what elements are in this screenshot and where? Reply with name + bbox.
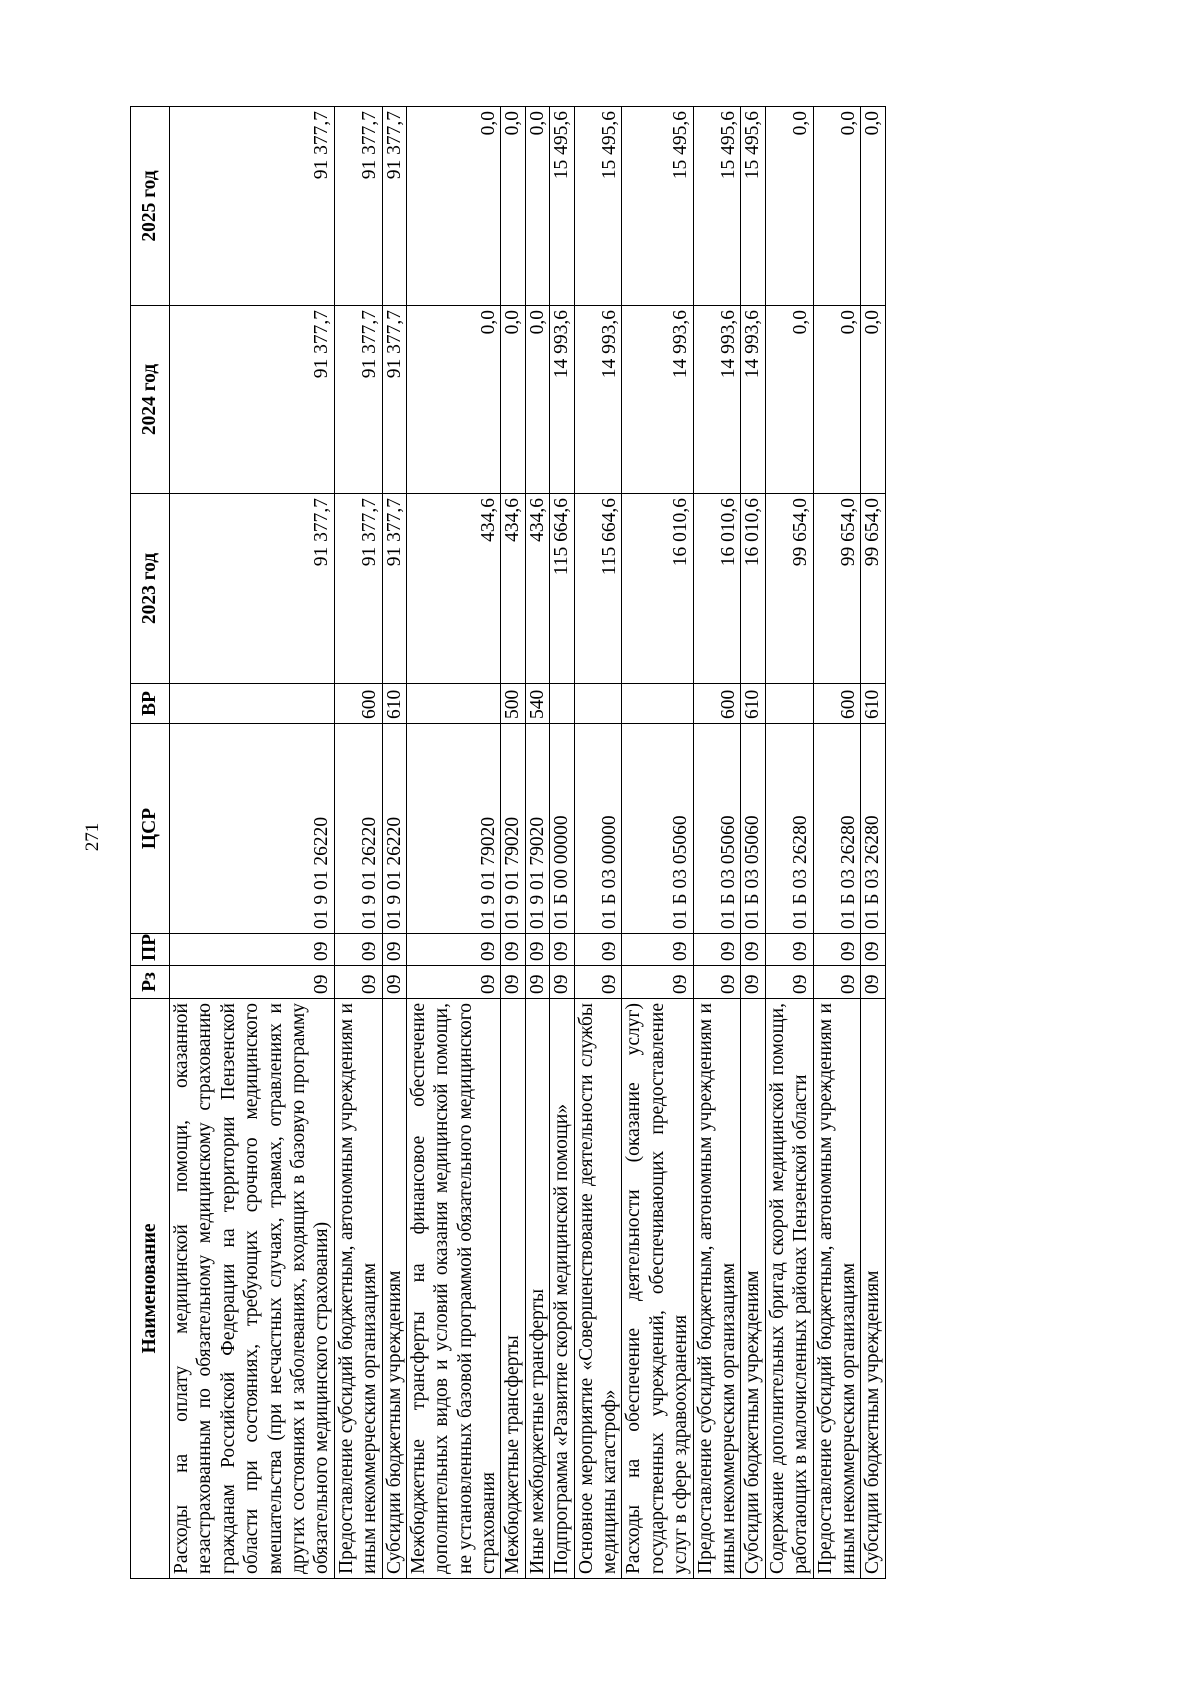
cell-csr: 01 9 01 79020 [406, 724, 501, 934]
cell-name: Иные межбюджетные трансферты [525, 999, 549, 1579]
cell-csr: 01 Б 03 26280 [861, 724, 885, 934]
cell-2023: 99 654,0 [861, 494, 885, 684]
cell-name: Расходы на оплату медицинской помощи, оказанной незастрахованным по обязательному медицинскому страхованию гражданам Российской Федерации на территории Пензенской области при состояниях, требующих срочного медицинского вмешательства (при несчастных случаях, травмах, отравлениях и других состояниях и заболеваниях, входящих в базовую программу обязательного медицинского страхования) [170, 999, 335, 1579]
budget-table [130, 106, 886, 1579]
header-rz: Рз [131, 966, 170, 999]
cell-csr: 01 9 01 26220 [382, 724, 406, 934]
cell-rz: 09 [622, 966, 693, 999]
cell-2024: 91 377,7 [170, 306, 335, 494]
cell-2023: 16 010,6 [693, 494, 741, 684]
table-row [765, 107, 813, 1579]
table-row [741, 107, 765, 1579]
cell-name: Основное мероприятие «Совершенствование деятельности службы медицины катастроф» [574, 999, 622, 1579]
cell-2024: 0,0 [765, 306, 813, 494]
cell-2023: 434,6 [525, 494, 549, 684]
cell-pr: 09 [741, 934, 765, 966]
cell-rz: 09 [382, 966, 406, 999]
cell-2024: 0,0 [525, 306, 549, 494]
cell-2023: 91 377,7 [170, 494, 335, 684]
cell-2024: 14 993,6 [622, 306, 693, 494]
rotated-table-wrapper [130, 107, 1095, 1579]
cell-2024: 0,0 [501, 306, 525, 494]
cell-2023: 434,6 [406, 494, 501, 684]
header-2023: 2023 год [131, 494, 170, 684]
cell-2024: 0,0 [861, 306, 885, 494]
cell-csr: 01 Б 03 05060 [622, 724, 693, 934]
cell-2023: 115 664,6 [550, 494, 574, 684]
cell-rz: 09 [525, 966, 549, 999]
cell-csr: 01 9 01 79020 [525, 724, 549, 934]
cell-csr: 01 Б 03 26280 [765, 724, 813, 934]
cell-2025: 0,0 [813, 107, 861, 306]
table-row [406, 107, 501, 1579]
cell-rz: 09 [334, 966, 382, 999]
cell-vr [170, 684, 335, 724]
table-row [334, 107, 382, 1579]
header-2024: 2024 год [131, 306, 170, 494]
header-2025: 2025 год [131, 107, 170, 306]
cell-pr: 09 [406, 934, 501, 966]
cell-name: Содержание дополнительных бригад скорой медицинской помощи, работающих в малочисленных районах Пензенской области [765, 999, 813, 1579]
cell-2025: 0,0 [861, 107, 885, 306]
cell-vr: 610 [741, 684, 765, 724]
cell-pr: 09 [861, 934, 885, 966]
cell-2025: 0,0 [501, 107, 525, 306]
cell-csr: 01 9 01 26220 [170, 724, 335, 934]
cell-rz: 09 [574, 966, 622, 999]
cell-2025: 91 377,7 [334, 107, 382, 306]
cell-vr: 600 [813, 684, 861, 724]
table-row [525, 107, 549, 1579]
cell-name: Предоставление субсидий бюджетным, автономным учреждениям и иным некоммерческим организациям [334, 999, 382, 1579]
cell-2025: 0,0 [765, 107, 813, 306]
cell-rz: 09 [741, 966, 765, 999]
cell-2024: 91 377,7 [334, 306, 382, 494]
cell-pr: 09 [574, 934, 622, 966]
cell-csr: 01 Б 03 26280 [813, 724, 861, 934]
cell-vr: 610 [382, 684, 406, 724]
cell-vr: 540 [525, 684, 549, 724]
cell-rz: 09 [501, 966, 525, 999]
cell-2024: 0,0 [813, 306, 861, 494]
cell-rz: 09 [861, 966, 885, 999]
cell-name: Межбюджетные трансферты [501, 999, 525, 1579]
cell-vr: 600 [334, 684, 382, 724]
cell-pr: 09 [334, 934, 382, 966]
cell-2023: 91 377,7 [382, 494, 406, 684]
header-csr: ЦСР [131, 724, 170, 934]
cell-2023: 99 654,0 [765, 494, 813, 684]
cell-name: Межбюджетные трансферты на финансовое обеспечение дополнительных видов и условий оказания медицинской помощи, не установленных базовой программой обязательного медицинского страхования [406, 999, 501, 1579]
cell-name: Предоставление субсидий бюджетным, автономным учреждениям и иным некоммерческим организациям [813, 999, 861, 1579]
cell-pr: 09 [622, 934, 693, 966]
cell-pr: 09 [550, 934, 574, 966]
cell-csr: 01 Б 03 05060 [693, 724, 741, 934]
cell-pr: 09 [813, 934, 861, 966]
table-row [861, 107, 885, 1579]
cell-vr [622, 684, 693, 724]
header-name: Наименование [131, 999, 170, 1579]
table-row [170, 107, 335, 1579]
cell-name: Субсидии бюджетным учреждениям [741, 999, 765, 1579]
cell-name: Субсидии бюджетным учреждениям [382, 999, 406, 1579]
header-pr: ПР [131, 934, 170, 966]
cell-2023: 91 377,7 [334, 494, 382, 684]
table-row [574, 107, 622, 1579]
cell-2025: 15 495,6 [574, 107, 622, 306]
table-row [693, 107, 741, 1579]
cell-csr: 01 9 01 79020 [501, 724, 525, 934]
cell-2024: 91 377,7 [382, 306, 406, 494]
cell-pr: 09 [765, 934, 813, 966]
cell-name: Субсидии бюджетным учреждениям [861, 999, 885, 1579]
page-number: 271 [82, 822, 103, 852]
cell-vr: 610 [861, 684, 885, 724]
table-row [382, 107, 406, 1579]
table-header-row [131, 107, 170, 1579]
cell-csr: 01 Б 03 00000 [574, 724, 622, 934]
cell-vr: 500 [501, 684, 525, 724]
cell-2025: 15 495,6 [741, 107, 765, 306]
cell-vr [550, 684, 574, 724]
cell-2024: 14 993,6 [574, 306, 622, 494]
cell-2024: 14 993,6 [693, 306, 741, 494]
table-row [501, 107, 525, 1579]
cell-2023: 434,6 [501, 494, 525, 684]
cell-2025: 0,0 [525, 107, 549, 306]
cell-2025: 91 377,7 [170, 107, 335, 306]
cell-pr: 09 [525, 934, 549, 966]
cell-rz: 09 [693, 966, 741, 999]
table-row [550, 107, 574, 1579]
cell-2025: 0,0 [406, 107, 501, 306]
cell-pr: 09 [501, 934, 525, 966]
cell-pr: 09 [170, 934, 335, 966]
cell-2025: 91 377,7 [382, 107, 406, 306]
header-vr: ВР [131, 684, 170, 724]
cell-rz: 09 [406, 966, 501, 999]
cell-vr [406, 684, 501, 724]
cell-vr [765, 684, 813, 724]
cell-2025: 15 495,6 [550, 107, 574, 306]
cell-rz: 09 [170, 966, 335, 999]
cell-2024: 0,0 [406, 306, 501, 494]
cell-name: Предоставление субсидий бюджетным, автономным учреждениям и иным некоммерческим организациям [693, 999, 741, 1579]
cell-2023: 16 010,6 [622, 494, 693, 684]
cell-pr: 09 [693, 934, 741, 966]
cell-2025: 15 495,6 [622, 107, 693, 306]
cell-rz: 09 [813, 966, 861, 999]
cell-2023: 99 654,0 [813, 494, 861, 684]
cell-2023: 115 664,6 [574, 494, 622, 684]
cell-rz: 09 [765, 966, 813, 999]
table-row [813, 107, 861, 1579]
table-row [622, 107, 693, 1579]
cell-2025: 15 495,6 [693, 107, 741, 306]
cell-2024: 14 993,6 [550, 306, 574, 494]
cell-vr: 600 [693, 684, 741, 724]
cell-vr [574, 684, 622, 724]
cell-2024: 14 993,6 [741, 306, 765, 494]
cell-csr: 01 9 01 26220 [334, 724, 382, 934]
cell-name: Подпрограмма «Развитие скорой медицинской помощи» [550, 999, 574, 1579]
cell-2023: 16 010,6 [741, 494, 765, 684]
cell-rz: 09 [550, 966, 574, 999]
cell-csr: 01 Б 03 05060 [741, 724, 765, 934]
cell-csr: 01 Б 00 00000 [550, 724, 574, 934]
cell-pr: 09 [382, 934, 406, 966]
cell-name: Расходы на обеспечение деятельности (оказание услуг) государственных учреждений, обеспечивающих предоставление услуг в сфере здравоохранения [622, 999, 693, 1579]
